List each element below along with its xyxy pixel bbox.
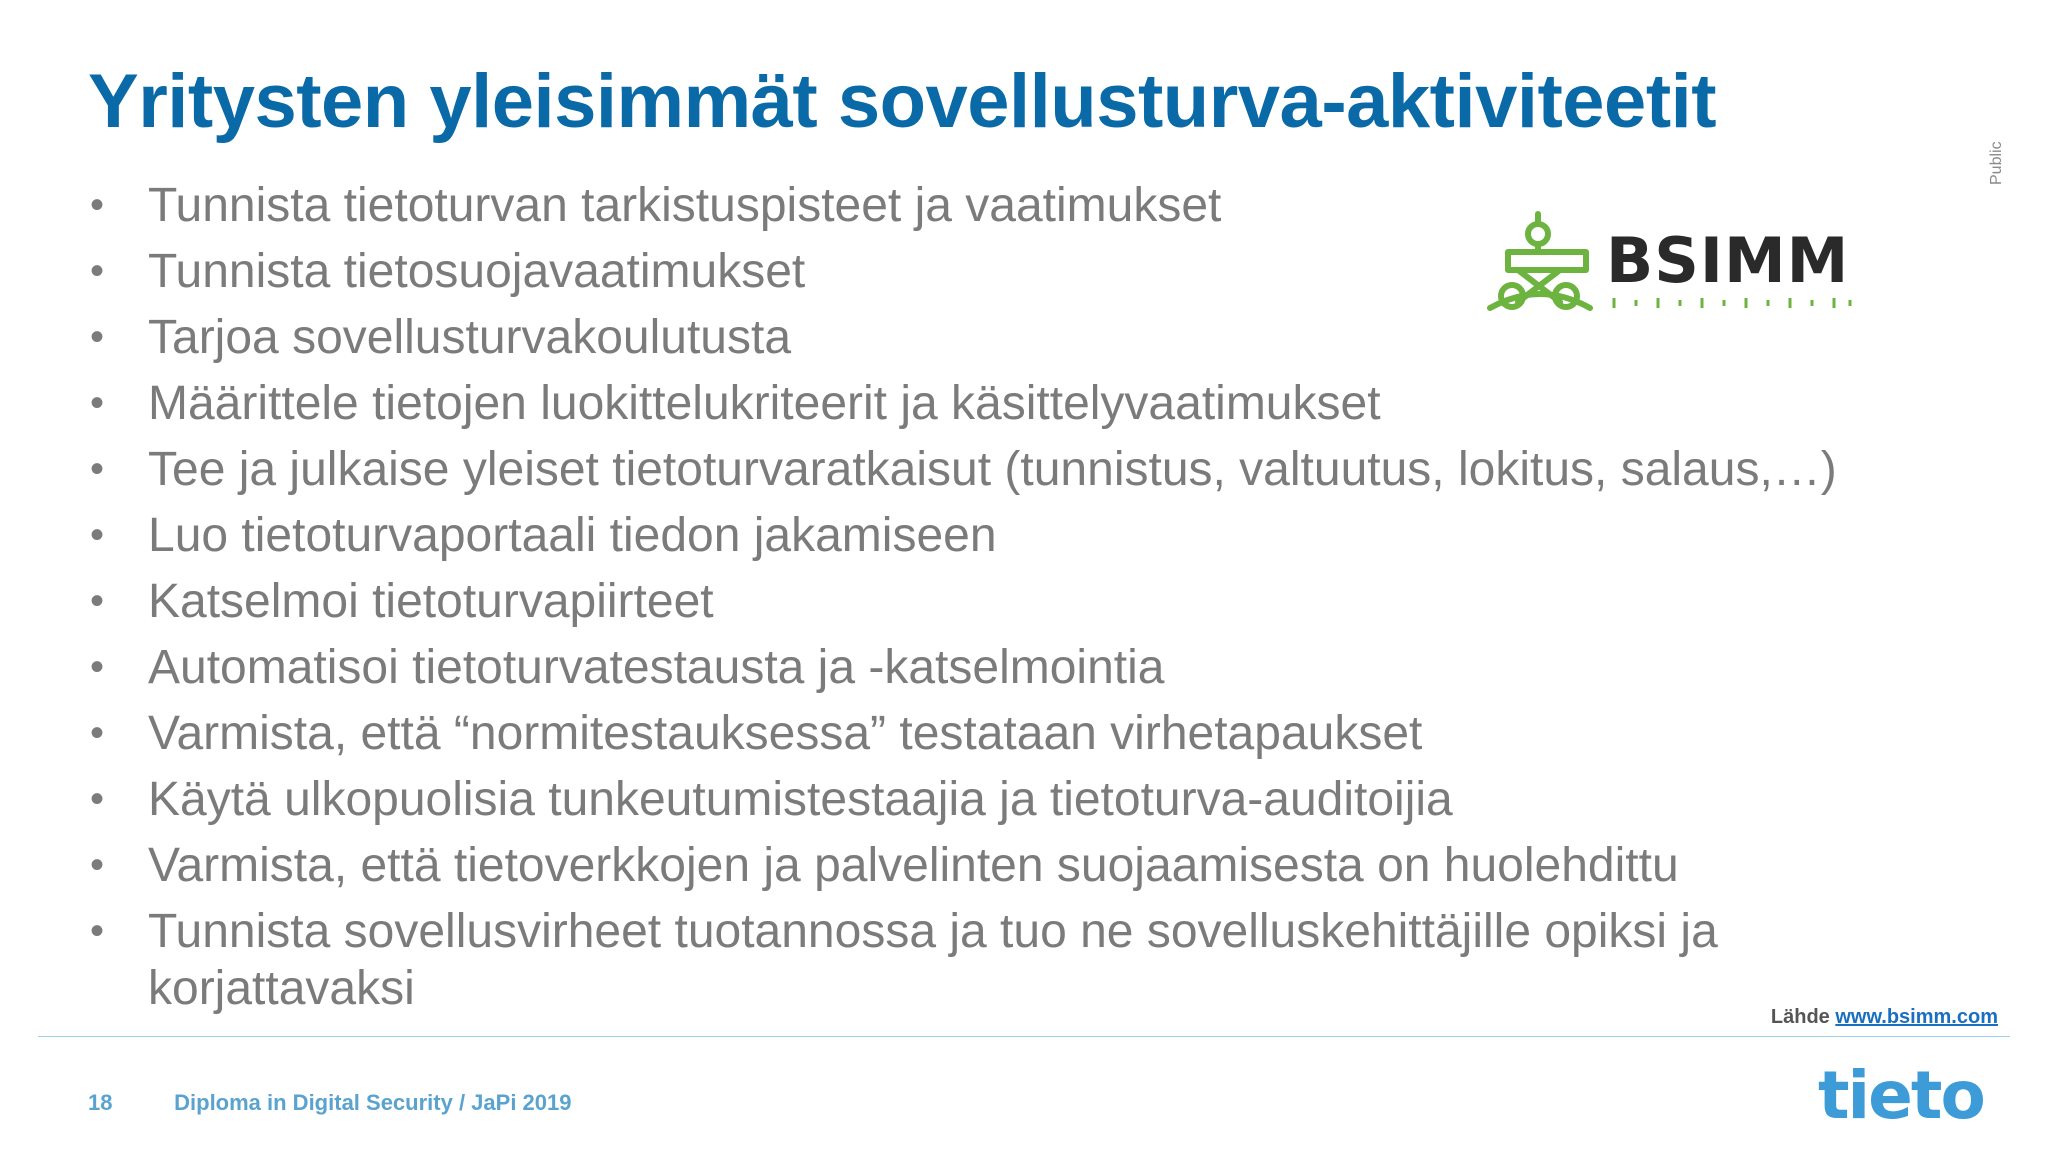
list-item-text: Luo tietoturvaportaali tiedon jakamiseen <box>148 509 997 562</box>
bullet-icon: • <box>90 381 105 425</box>
bullet-icon: • <box>90 513 105 557</box>
bsimm-logo-icon <box>1486 210 1606 320</box>
bullet-icon: • <box>90 909 105 953</box>
tieto-logo-text: tieto <box>1818 1060 1984 1130</box>
tieto-logo <box>1818 1060 2014 1130</box>
list-item-text: Määrittele tietojen luokittelukriteerit ja käsittelyvaatimukset <box>148 377 1381 430</box>
bsimm-logo <box>1486 210 1856 320</box>
list-item <box>84 639 1984 696</box>
list-item-text: Tunnista sovellusvirheet tuotannossa ja tuo ne sovelluskehittäjille opiksi ja korjattavaksi <box>148 905 1718 1015</box>
list-item-text: Tee ja julkaise yleiset tietoturvaratkaisut (tunnistus, valtuutus, lokitus, salaus,…) <box>148 443 1837 496</box>
list-item <box>84 507 1984 564</box>
list-item <box>84 441 1984 498</box>
list-item-text: Käytä ulkopuolisia tunkeutumistestaajia ja tietoturva-auditoijia <box>148 773 1453 826</box>
source-link[interactable]: www.bsimm.com <box>1835 1006 1998 1028</box>
list-item-text: Tarjoa sovellusturvakoulutusta <box>148 311 792 364</box>
list-item <box>84 903 1984 1017</box>
bullet-icon: • <box>90 579 105 623</box>
bullet-icon: • <box>90 315 105 359</box>
list-item <box>84 837 1984 894</box>
bullet-icon: • <box>90 249 105 293</box>
footer-divider <box>38 1036 2010 1037</box>
bsimm-logo-text: BSIMM <box>1606 224 1850 297</box>
source-note <box>1771 1006 1998 1029</box>
bsimm-ruler-icon <box>1606 296 1856 310</box>
slide-title: Yritysten yleisimmät sovellusturva-aktiviteetit <box>88 59 1717 144</box>
list-item <box>84 705 1984 762</box>
list-item <box>84 573 1984 630</box>
bullet-icon: • <box>90 183 105 227</box>
list-item-text: Tunnista tietoturvan tarkistuspisteet ja vaatimukset <box>148 179 1222 232</box>
bullet-icon: • <box>90 843 105 887</box>
footer <box>88 1090 572 1116</box>
list-item <box>84 771 1984 828</box>
bullet-icon: • <box>90 777 105 821</box>
list-item-text: Varmista, että tietoverkkojen ja palvelinten suojaamisesta on huolehdittu <box>148 839 1679 892</box>
list-item-text: Tunnista tietosuojavaatimukset <box>148 245 806 298</box>
source-label: Lähde <box>1770 1006 1830 1028</box>
bullet-icon: • <box>90 447 105 491</box>
footer-course: Diploma in Digital Security / JaPi 2019 <box>174 1090 572 1115</box>
list-item-text: Automatisoi tietoturvatestausta ja -katselmointia <box>148 641 1165 694</box>
list-item-text: Varmista, että “normitestauksessa” testataan virhetapaukset <box>148 707 1423 760</box>
classification-label: Public <box>1988 141 2005 185</box>
list-item-text: Katselmoi tietoturvapiirteet <box>148 575 714 628</box>
page-number: 18 <box>88 1090 113 1115</box>
bullet-icon: • <box>90 711 105 755</box>
bullet-icon: • <box>90 645 105 689</box>
list-item <box>84 375 1984 432</box>
